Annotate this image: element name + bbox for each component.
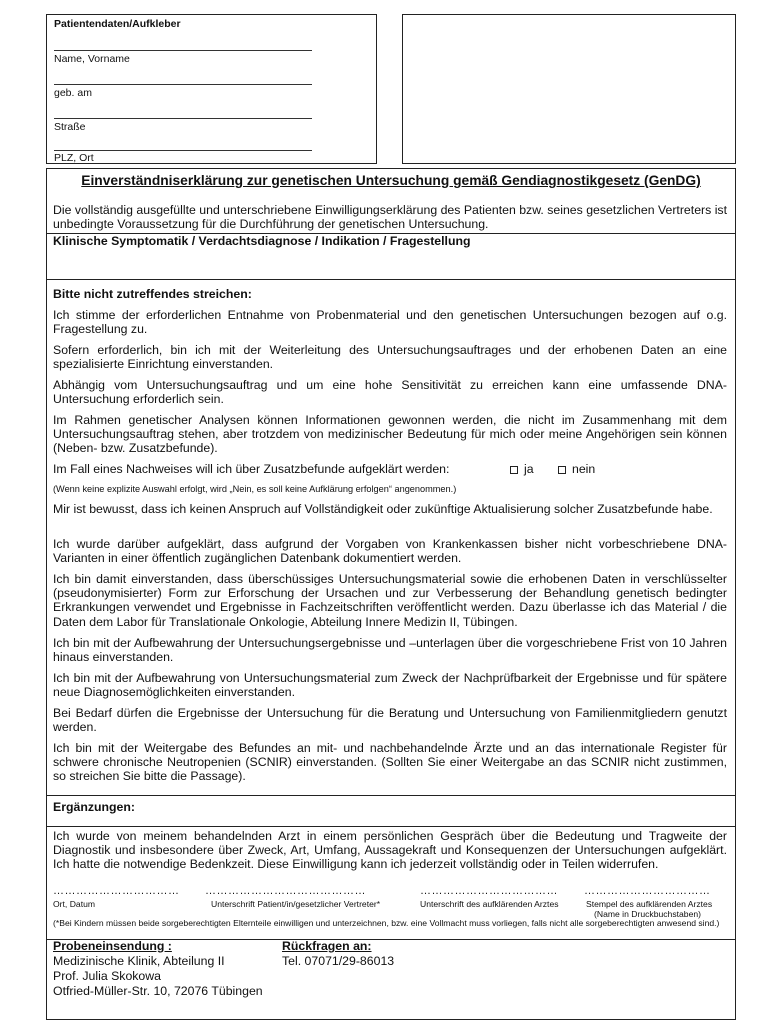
symptom-section-label: Klinische Symptomatik / Verdachtsdiagnose / Indikation / Fragestellung [53, 234, 471, 248]
stamp-signature-line[interactable]: …………………………… [584, 885, 711, 897]
findings-default-note: (Wenn keine explizite Auswahl erfolgt, wird „Nein, es soll keine Aufklärung erfolgen“ angenommen.) [53, 484, 457, 494]
yes-label: ja [524, 462, 534, 476]
sending-line: Otfried-Müller-Str. 10, 72076 Tübingen [53, 984, 263, 998]
paragraph-retention-results: Ich bin mit der Aufbewahrung der Untersuchungsergebnisse und –unterlagen über die vorgeschriebene Frist von 10 Jahren hinaus einverstanden. [53, 636, 727, 665]
doctor-signature-line[interactable]: ……………………………… [420, 885, 558, 897]
supplements-label: Ergänzungen: [53, 800, 135, 814]
patient-box-heading: Patientendaten/Aufkleber [54, 18, 181, 30]
paragraph-sample-consent: Ich stimme der erforderlichen Entnahme von Probenmaterial und den genetischen Untersuchungen bezogen auf o.g. Fragestellung zu. [53, 308, 727, 337]
paragraph-forwarding: Sofern erforderlich, bin ich mit der Weiterleitung des Untersuchungsauftrages und der erhobenen Daten an eine spezialisierte Einrichtung einverstanden. [53, 343, 727, 372]
divider [46, 795, 736, 796]
birthdate-field-label: geb. am [54, 87, 92, 99]
yes-checkbox[interactable] [510, 466, 518, 474]
sending-line: Medizinische Klinik, Abteilung II [53, 954, 225, 968]
consent-statement: Ich wurde von meinem behandelnden Arzt in einem persönlichen Gespräch über die Bedeutung und Tragweite der Diagnostik und insbesondere über Zweck, Art, Umfang, Aussagekraft und Konsequenzen der Untersuchungen aufgeklärt. Ich hatte die notwendige Bedenkzeit. Diese Einwilligung kann ich jederzeit vollständig oder in Teilen widerrufen. [53, 829, 727, 872]
paragraph-dna-analysis: Abhängig vom Untersuchungsauftrag und um eine hohe Sensitivität zu erreichen kann eine umfassende DNA-Untersuchung erforderlich sein. [53, 378, 727, 407]
strike-note: Bitte nicht zutreffendes streichen: [53, 287, 252, 301]
doctor-signature-label: Unterschrift des aufklärenden Arztes [420, 899, 559, 909]
paragraph-scnir: Ich bin mit der Weitergabe des Befundes an mit- und nachbehandelnde Ärzte und an das internationale Register für schwere chronische Neutropenien (SCNIR) einverstanden. (Sollten Sie einer Weitergabe an das SCNIR nicht zustimmen, so streichen Sie bitte die Passage). [53, 741, 727, 784]
stamp-label: Stempel des aufklärenden Arztes [586, 899, 713, 909]
findings-question [53, 462, 449, 476]
no-label: nein [572, 462, 596, 476]
option-no[interactable] [558, 462, 595, 476]
questions-phone: Tel. 07071/29-86013 [282, 954, 395, 968]
city-field-line[interactable] [54, 150, 312, 151]
sending-address [53, 939, 263, 999]
street-field-label: Straße [54, 121, 86, 133]
no-checkbox[interactable] [558, 466, 566, 474]
date-label: Ort, Datum [53, 899, 96, 909]
birthdate-field-line[interactable] [54, 84, 312, 85]
questions-contact [282, 939, 394, 969]
patient-signature-label: Unterschrift Patient/in/gesetzlicher Vertreter* [211, 899, 381, 909]
paragraph-retention-material: Ich bin mit der Aufbewahrung von Untersuchungsmaterial zum Zweck der Nachprüfbarkeit der Ergebnisse und für spätere neue Diagnosemöglichkeiten einverstanden. [53, 671, 727, 700]
divider [46, 279, 736, 280]
divider [46, 826, 736, 827]
patient-signature-line[interactable]: …………………………………… [205, 885, 366, 897]
paragraph-no-claim: Mir ist bewusst, dass ich keinen Anspruch auf Vollständigkeit oder zukünftige Aktualisierung solcher Zusatzbefunde habe. [53, 502, 713, 516]
stamp-sublabel: (Name in Druckbuchstaben) [594, 909, 701, 919]
paragraph-database: Ich wurde darüber aufgeklärt, dass aufgrund der Vorgaben von Krankenkassen bisher nicht vorbeschriebene DNA-Varianten in einer öffentlich zugänglichen Datenbank dokumentiert werden. [53, 537, 727, 566]
city-field-label: PLZ, Ort [54, 152, 94, 164]
street-field-line[interactable] [54, 118, 312, 119]
sticker-box [402, 14, 736, 164]
children-note: (*Bei Kindern müssen beide sorgeberechtigten Elternteile einwilligen und unterzeichnen, bzw. eine Vollmacht muss vorliegen, falls nicht alle sorgeberechtigten anwesend sind.) [53, 918, 720, 928]
paragraph-research: Ich bin damit einverstanden, dass überschüssiges Untersuchungsmaterial sowie die erhobenen Daten in verschlüsselter (pseudonymisierter) Form zur Erforschung der Ursachen und zur Verbesserung der Behandlung genetisch bedingter Erkrankungen verwendet und Ergebnisse in Fachzeitschriften veröffentlicht werden. Dazu überlasse ich das Material / die Daten dem Labor für Translationale Onkologie, Abteilung Innere Medizin II, Tübingen. [53, 572, 727, 629]
name-field-label: Name, Vorname [54, 53, 130, 65]
paragraph-family: Bei Bedarf dürfen die Ergebnisse der Untersuchung für die Beratung und Untersuchung von Familienmitgliedern genutzt werden. [53, 706, 727, 735]
name-field-line[interactable] [54, 50, 312, 51]
questions-title: Rückfragen an: [282, 939, 372, 953]
date-signature-line[interactable]: …………………………… [53, 885, 180, 897]
findings-question-text: Im Fall eines Nachweises will ich über Zusatzbefunde aufgeklärt werden: [53, 462, 450, 476]
paragraph-secondary-findings: Im Rahmen genetischer Analysen können Informationen gewonnen werden, die nicht im Zusammenhang mit dem Untersuchungsauftrag stehen, aber trotzdem von medizinischer Bedeutung für mich oder meine Angehörigen sein können (Neben- bzw. Zusatzbefunde). [53, 413, 727, 456]
intro-text: Die vollständig ausgefüllte und unterschriebene Einwilligungserklärung des Patienten bzw. seines gesetzlichen Vertreters ist unbedingte Voraussetzung für die Durchführung der genetischen Untersuchung. [53, 203, 727, 232]
sending-title: Probeneinsendung : [53, 939, 172, 953]
sending-line: Prof. Julia Skokowa [53, 969, 161, 983]
form-title: Einverständniserklärung zur genetischen Untersuchung gemäß Gendiagnostikgesetz (GenDG) [81, 173, 701, 188]
option-yes[interactable] [510, 462, 534, 476]
patient-data-box [46, 14, 377, 164]
